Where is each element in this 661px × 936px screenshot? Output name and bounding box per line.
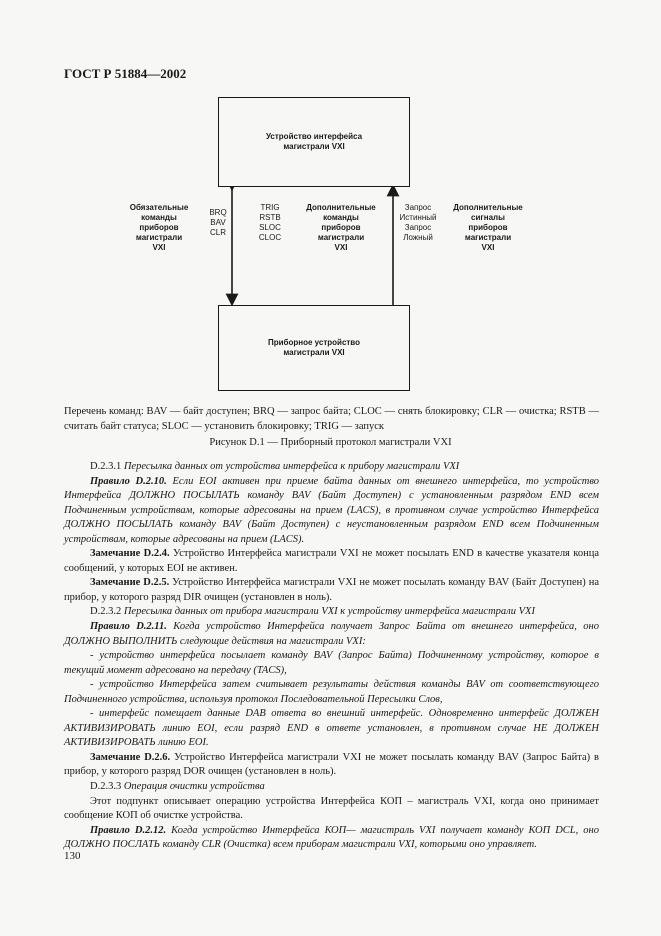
- paragraph: D.2.3.2 Пересылка данных от прибора магистрали VXI к устройству интерфейса магистрали VXI: [90, 606, 535, 618]
- body-text: [64, 460, 599, 853]
- right-signals-label: Запрос Истинный Запрос Ложный: [399, 203, 437, 242]
- box-label-line: Устройство интерфейса: [265, 131, 363, 141]
- page-number: 130: [64, 850, 81, 862]
- box-label-line: магистрали VXI: [283, 348, 345, 357]
- left-signals-label: BRQ BAV CLR: [209, 208, 227, 237]
- figure-caption: Рисунок D.1 — Приборный протокол магистрали VXI: [209, 437, 452, 448]
- box-label-line: Приборное устройство: [267, 337, 361, 347]
- mid-signals-label: TRIG RSTB SLOC CLOC: [258, 203, 282, 242]
- paragraph: Правило D.2.10. Если EOI активен при приеме байта данных от внешнего интерфейса, то устройство Интерфейса ДОЛЖНО ПОСЫЛАТЬ команду BAV (Байт Доступен) с установленным разрядом END всем Подчиненным устройствам, которые адресованы на прием (LACS), в противном случае устройство Интерфейса ДОЛЖНО ПОСЫЛАТЬ команду BAV (Байт Доступен) с неустановленным разрядом END всем Подчиненным устройствам, которые адресованы на прием (LACS).: [64, 475, 599, 545]
- paragraph: Замечание D.2.6. Устройство Интерфейса магистрали VXI не может посылать команду BAV (Запрос Байта) в прибор, у которого разряд DOR очищен (установлен в ноль).: [64, 751, 600, 778]
- instrument-device-box: [218, 305, 410, 391]
- paragraph: D.2.3.3 Операция очистки устройства: [90, 781, 265, 793]
- optional-signals-label: Дополнительные сигналы приборов магистрали VXI: [453, 203, 523, 252]
- paragraph: Замечание D.2.5. Устройство Интерфейса магистрали VXI не может посылать команду BAV (Байт Доступен) на прибор, у которого разряд DIR очищен (установлен в ноль).: [64, 577, 599, 603]
- interface-device-box: [218, 97, 410, 187]
- command-legend: Перечень команд: BAV — байт доступен; BRQ — запрос байта; CLOC — снять блокировку; CLR — очистка; RSTB — считать байт статуса; SLOC — установить блокировку; TRIG — запуск: [64, 406, 599, 432]
- document-header: ГОСТ Р 51884—2002: [64, 66, 187, 81]
- paragraph: - устройство интерфейса посылает команду BAV (Запрос Байта) Подчиненному устройству, которое в текущий момент адресовано на передачу (TACS),: [64, 650, 599, 676]
- paragraph: - интерфейс помещает данные DAB ответа во внешний интерфейс. Одновременно интерфейс ДОЛЖЕН АКТИВИЗИРОВАТЬ линию EOI, если разряд END в ответе установлен, в противном случае НЕ ДОЛЖЕН АКТИВИЗИРОВАТЬ линию EOI.: [64, 708, 599, 749]
- paragraph: D.2.3.1 Пересылка данных от устройства интерфейса к прибору магистрали VXI: [90, 461, 460, 472]
- mandatory-commands-label: Обязательные команды приборов магистрали VXI: [129, 203, 189, 252]
- paragraph: Правило D.2.11. Когда устройство Интерфейса получает Запрос Байта от внешнего интерфейса, оно ДОЛЖНО ВЫПОЛНИТЬ следующие действия на магистрали VXI:: [64, 621, 599, 647]
- paragraph: - устройство Интерфейса затем считывает результаты действия команды BAV от соответствующего Подчиненного устройства, используя протокол Последовательной Пересылки Слов,: [64, 679, 599, 705]
- paragraph: Этот подпункт описывает операцию устройства Интерфейса КОП – магистраль VXI, когда оно принимает сообщение КОП об очистке устройства.: [64, 795, 599, 822]
- paragraph: Правило D.2.12. Когда устройство Интерфейса КОП— магистраль VXI получает команду КОП DCL, оно ДОЛЖНО ПОСЛАТЬ команду CLR (Очистка) всем приборам магистрали VXI, которыми оно управляет.: [64, 824, 599, 851]
- protocol-diagram: [0, 0, 661, 460]
- paragraph: Замечание D.2.4. Устройство Интерфейса магистрали VXI не может посылать END в качестве указателя конца сообщений, у которых EOI не активен.: [64, 548, 599, 574]
- optional-commands-label: Дополнительные команды приборов магистрали VXI: [306, 203, 376, 252]
- box-label-line: магистрали VXI: [283, 142, 345, 151]
